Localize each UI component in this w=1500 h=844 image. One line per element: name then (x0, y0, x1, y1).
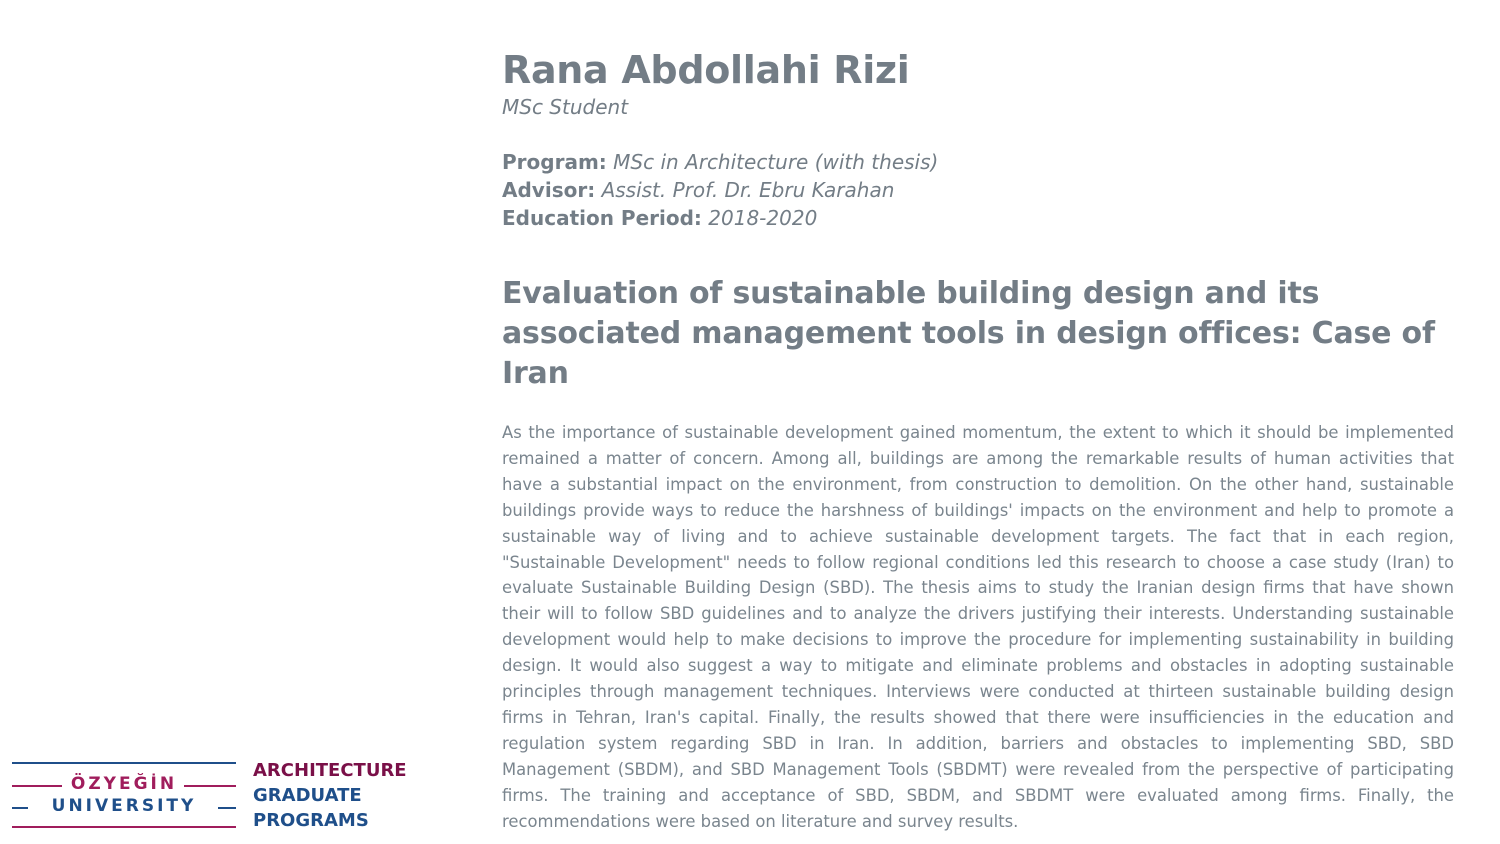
period-row (502, 204, 1454, 232)
program-line-architecture: ARCHITECTURE (253, 760, 407, 781)
logo-wordmark-ozyegin: ÖZYEĞİN (70, 774, 178, 794)
ozyegin-university-logo (12, 760, 236, 832)
period-value: 2018-2020 (708, 206, 818, 230)
advisor-label: Advisor: (502, 178, 596, 202)
period-label: Education Period: (502, 206, 702, 230)
advisor-value: Assist. Prof. Dr. Ebru Karahan (601, 178, 895, 202)
logo-top-line (12, 762, 236, 764)
program-value: MSc in Architecture (with thesis) (613, 150, 939, 174)
thesis-meta (502, 148, 1454, 232)
program-line-programs: PROGRAMS (253, 810, 369, 831)
logo-wordmark-university: UNIVERSITY (51, 796, 197, 816)
logo-bottom-line (12, 826, 236, 828)
program-label: Program: (502, 150, 607, 174)
thesis-abstract: As the importance of sustainable development gained momentum, the extent to which it should be implemented remained a matter of concern. Among all, buildings are among the remarkable results of human activities that have a substantial impact on the environment, from construction to demolition. On the other hand, sustainable buildings provide ways to reduce the harshness of buildings' impacts on the environment and help to promote a sustainable way of living and to achieve sustainable development targets. The fact that in each region, "Sustainable Development" needs to follow regional conditions led this research to choose a case study (Iran) to evaluate Sustainable Building Design (SBD). The thesis aims to study the Iranian design firms that have shown their will to follow SBD guidelines and to analyze the drivers justifying their interests. Understanding sustainable development would help to make decisions to improve the procedure for implementing sustainability in building design. It would also suggest a way to mitigate and eliminate problems and obstacles in adopting sustainable principles through management techniques. Interviews were conducted at thirteen sustainable building design firms in Tehran, Iran's capital. Finally, the results showed that there were insufficiencies in the education and regulation system regarding SBD in Iran. In addition, barriers and obstacles to implementing SBD, SBD Management (SBDM), and SBD Management Tools (SBDMT) were revealed from the perspective of participating firms. The training and acceptance of SBD, SBDM, and SBDMT were evaluated among firms. Finally, the recommendations were based on literature and survey results. (502, 423, 1454, 831)
program-row (502, 148, 1454, 176)
advisor-row (502, 176, 1454, 204)
student-role: MSc Student (502, 95, 629, 119)
thesis-title: Evaluation of sustainable building design and its associated management tools in design offices: Case of Iran (502, 276, 1435, 391)
profile-content (502, 46, 1454, 844)
program-branding (253, 758, 407, 833)
student-name: Rana Abdollahi Rizi (502, 48, 910, 92)
program-line-graduate: GRADUATE (253, 785, 362, 806)
